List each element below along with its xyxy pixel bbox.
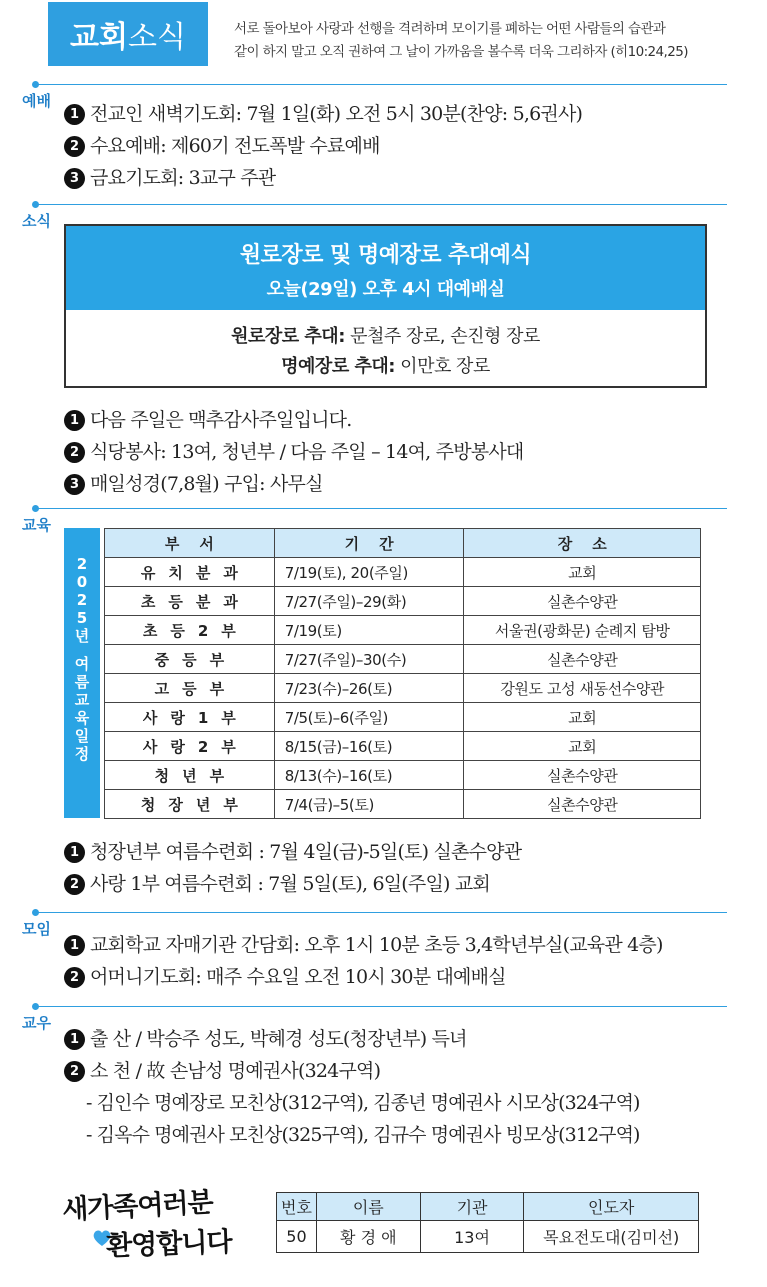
section-divider xyxy=(36,84,727,85)
place-cell: 교회 xyxy=(464,558,701,587)
number-badge: 2 xyxy=(64,967,85,988)
place-cell: 교회 xyxy=(464,703,701,732)
notice-row-2 xyxy=(66,352,705,382)
number-badge: 1 xyxy=(64,842,85,863)
table-row xyxy=(105,558,701,587)
period-cell: 8/15(금)–16(토) xyxy=(274,732,464,761)
dept-cell: 초등분과 xyxy=(105,587,275,616)
table-header-row xyxy=(277,1193,699,1221)
side-char: 교 xyxy=(74,691,90,709)
header-org: 기관 xyxy=(420,1193,524,1221)
table-row xyxy=(105,616,701,645)
table-row xyxy=(277,1221,699,1253)
news-item-3 xyxy=(64,469,323,496)
number-badge: 1 xyxy=(64,1029,85,1050)
news-item-1 xyxy=(64,405,351,432)
new-member-table xyxy=(276,1192,699,1253)
notice-subtitle: 오늘(29일) 오후 4시 대예배실 xyxy=(266,279,505,300)
meeting-item-1 xyxy=(64,930,663,957)
item-text: 수요예배: 제60기 전도폭발 수료예배 xyxy=(90,135,380,157)
period-cell: 7/4(금)–5(토) xyxy=(274,790,464,819)
item-text: 금요기도회: 3교구 주관 xyxy=(90,167,276,189)
number-badge: 2 xyxy=(64,442,85,463)
members-item-2 xyxy=(64,1056,380,1083)
place-cell: 교회 xyxy=(464,732,701,761)
education-item-1 xyxy=(64,837,521,864)
table-header-row xyxy=(105,529,701,558)
verse-line-1: 서로 돌아보아 사랑과 선행을 격려하며 모이기를 폐하는 어떤 사람들의 습관과 xyxy=(234,21,666,37)
meeting-item-2 xyxy=(64,962,506,989)
title-bold: 교회 xyxy=(70,20,128,55)
table-row xyxy=(105,732,701,761)
number-badge: 3 xyxy=(64,168,85,189)
members-item-1 xyxy=(64,1024,467,1051)
place-cell: 강원도 고성 새동선수양관 xyxy=(464,674,701,703)
worship-item-3 xyxy=(64,163,275,190)
side-char: 5 xyxy=(76,609,88,627)
notice-body xyxy=(66,310,705,382)
item-text: 출 산 / 박승주 성도, 박혜경 성도(청장년부) 득녀 xyxy=(90,1028,467,1050)
header-place: 장소 xyxy=(464,529,701,558)
title-light: 소식 xyxy=(128,20,186,55)
page-title-badge xyxy=(48,2,208,66)
item-text: 다음 주일은 맥추감사주일입니다. xyxy=(90,409,352,431)
side-char: 2 xyxy=(76,555,88,573)
item-text: 전교인 새벽기도회: 7월 1일(화) 오전 5시 30분(찬양: 5,6권사) xyxy=(90,103,583,125)
worship-item-2 xyxy=(64,131,380,158)
verse-line-2: 같이 하지 말고 오직 권하여 그 날이 가까움을 볼수록 더욱 그리하자 (히10:24,25) xyxy=(234,44,688,60)
welcome-calligraphy xyxy=(58,1180,278,1263)
number-badge: 1 xyxy=(64,104,85,125)
section-label-worship: 예배 xyxy=(22,92,51,110)
row-value: 이만호 장로 xyxy=(394,356,490,377)
worship-item-1 xyxy=(64,99,582,126)
no-cell: 50 xyxy=(277,1221,317,1253)
number-badge: 1 xyxy=(64,935,85,956)
period-cell: 7/23(수)–26(토) xyxy=(274,674,464,703)
period-cell: 7/19(토) xyxy=(274,616,464,645)
table-row xyxy=(105,645,701,674)
dept-cell: 사랑2부 xyxy=(105,732,275,761)
period-cell: 8/13(수)–16(토) xyxy=(274,761,464,790)
number-badge: 1 xyxy=(64,410,85,431)
table-row xyxy=(105,703,701,732)
section-label-education: 교육 xyxy=(22,516,51,534)
side-char: 일 xyxy=(74,727,90,745)
header-guide: 인도자 xyxy=(524,1193,699,1221)
header-no: 번호 xyxy=(277,1193,317,1221)
members-sub-item-2: - 김옥수 명예권사 모친상(325구역), 김규수 명예권사 빙모상(312구역) xyxy=(86,1124,640,1146)
section-label-members: 교우 xyxy=(22,1014,51,1032)
section-divider xyxy=(36,912,727,913)
guide-cell: 목요전도대(김미선) xyxy=(524,1221,699,1253)
section-divider xyxy=(36,204,727,205)
item-text: 어머니기도회: 매주 수요일 오전 10시 30분 대예배실 xyxy=(90,966,506,988)
section-label-meeting: 모임 xyxy=(22,920,51,938)
number-badge: 2 xyxy=(64,1061,85,1082)
number-badge: 2 xyxy=(64,874,85,895)
period-cell: 7/27(주일)–29(화) xyxy=(274,587,464,616)
education-schedule-table xyxy=(104,528,701,819)
period-cell: 7/19(토), 20(주일) xyxy=(274,558,464,587)
name-cell: 황 경 애 xyxy=(316,1221,420,1253)
period-cell: 7/5(토)–6(주일) xyxy=(274,703,464,732)
side-char: 정 xyxy=(74,745,90,763)
header-name: 이름 xyxy=(316,1193,420,1221)
item-text: 청장년부 여름수련회 : 7월 4일(금)-5일(토) 실촌수양관 xyxy=(90,841,522,863)
section-label-news: 소식 xyxy=(22,212,51,230)
dept-cell: 고등부 xyxy=(105,674,275,703)
table-row xyxy=(105,674,701,703)
number-badge: 3 xyxy=(64,474,85,495)
item-text: 소 천 / 故 손남성 명예권사(324구역) xyxy=(90,1060,381,1082)
side-char: 육 xyxy=(74,709,90,727)
members-sub-item-1: - 김인수 명예장로 모친상(312구역), 김종년 명예권사 시모상(324구역) xyxy=(86,1092,640,1114)
place-cell: 실촌수양관 xyxy=(464,790,701,819)
place-cell: 실촌수양관 xyxy=(464,645,701,674)
section-divider xyxy=(36,1006,727,1007)
row-label: 원로장로 추대: xyxy=(231,326,345,347)
item-text: 교회학교 자매기관 간담회: 오후 1시 10분 초등 3,4학년부실(교육관 4층) xyxy=(90,934,663,956)
dept-cell: 청장년부 xyxy=(105,790,275,819)
notice-header xyxy=(66,226,705,310)
education-side-title xyxy=(64,528,100,818)
header-verse xyxy=(234,18,754,64)
side-char: 름 xyxy=(74,673,90,691)
header-dept: 부서 xyxy=(105,529,275,558)
side-char: 2 xyxy=(76,591,88,609)
place-cell: 서울권(광화문) 순례지 탐방 xyxy=(464,616,701,645)
row-value: 문철주 장로, 손진형 장로 xyxy=(344,326,540,347)
ceremony-notice-box xyxy=(64,224,707,388)
welcome-line-2: 환영합니다 xyxy=(105,1226,233,1263)
side-char: 여 xyxy=(74,655,90,673)
dept-cell: 중등부 xyxy=(105,645,275,674)
side-gap xyxy=(64,645,100,655)
period-cell: 7/27(주일)–30(수) xyxy=(274,645,464,674)
news-item-2 xyxy=(64,437,523,464)
header-period: 기간 xyxy=(274,529,464,558)
dept-cell: 유치분과 xyxy=(105,558,275,587)
table-row xyxy=(105,761,701,790)
section-divider xyxy=(36,508,727,509)
org-cell: 13여 xyxy=(420,1221,524,1253)
item-text: 매일성경(7,8월) 구입: 사무실 xyxy=(90,473,323,495)
number-badge: 2 xyxy=(64,136,85,157)
place-cell: 실촌수양관 xyxy=(464,587,701,616)
dept-cell: 초등2부 xyxy=(105,616,275,645)
side-char: 0 xyxy=(76,573,88,591)
place-cell: 실촌수양관 xyxy=(464,761,701,790)
table-row xyxy=(105,587,701,616)
item-text: 사랑 1부 여름수련회 : 7월 5일(토), 6일(주일) 교회 xyxy=(90,873,490,895)
dept-cell: 청년부 xyxy=(105,761,275,790)
notice-row-1 xyxy=(66,322,705,352)
welcome-line-1: 새가족여러분 xyxy=(61,1187,214,1226)
table-row xyxy=(105,790,701,819)
item-text: 식당봉사: 13여, 청년부 / 다음 주일 – 14여, 주방봉사대 xyxy=(90,441,524,463)
notice-title: 원로장로 및 명예장로 추대예식 xyxy=(239,243,532,268)
education-item-2 xyxy=(64,869,490,896)
row-label: 명예장로 추대: xyxy=(281,356,395,377)
dept-cell: 사랑1부 xyxy=(105,703,275,732)
side-char: 년 xyxy=(74,627,90,645)
